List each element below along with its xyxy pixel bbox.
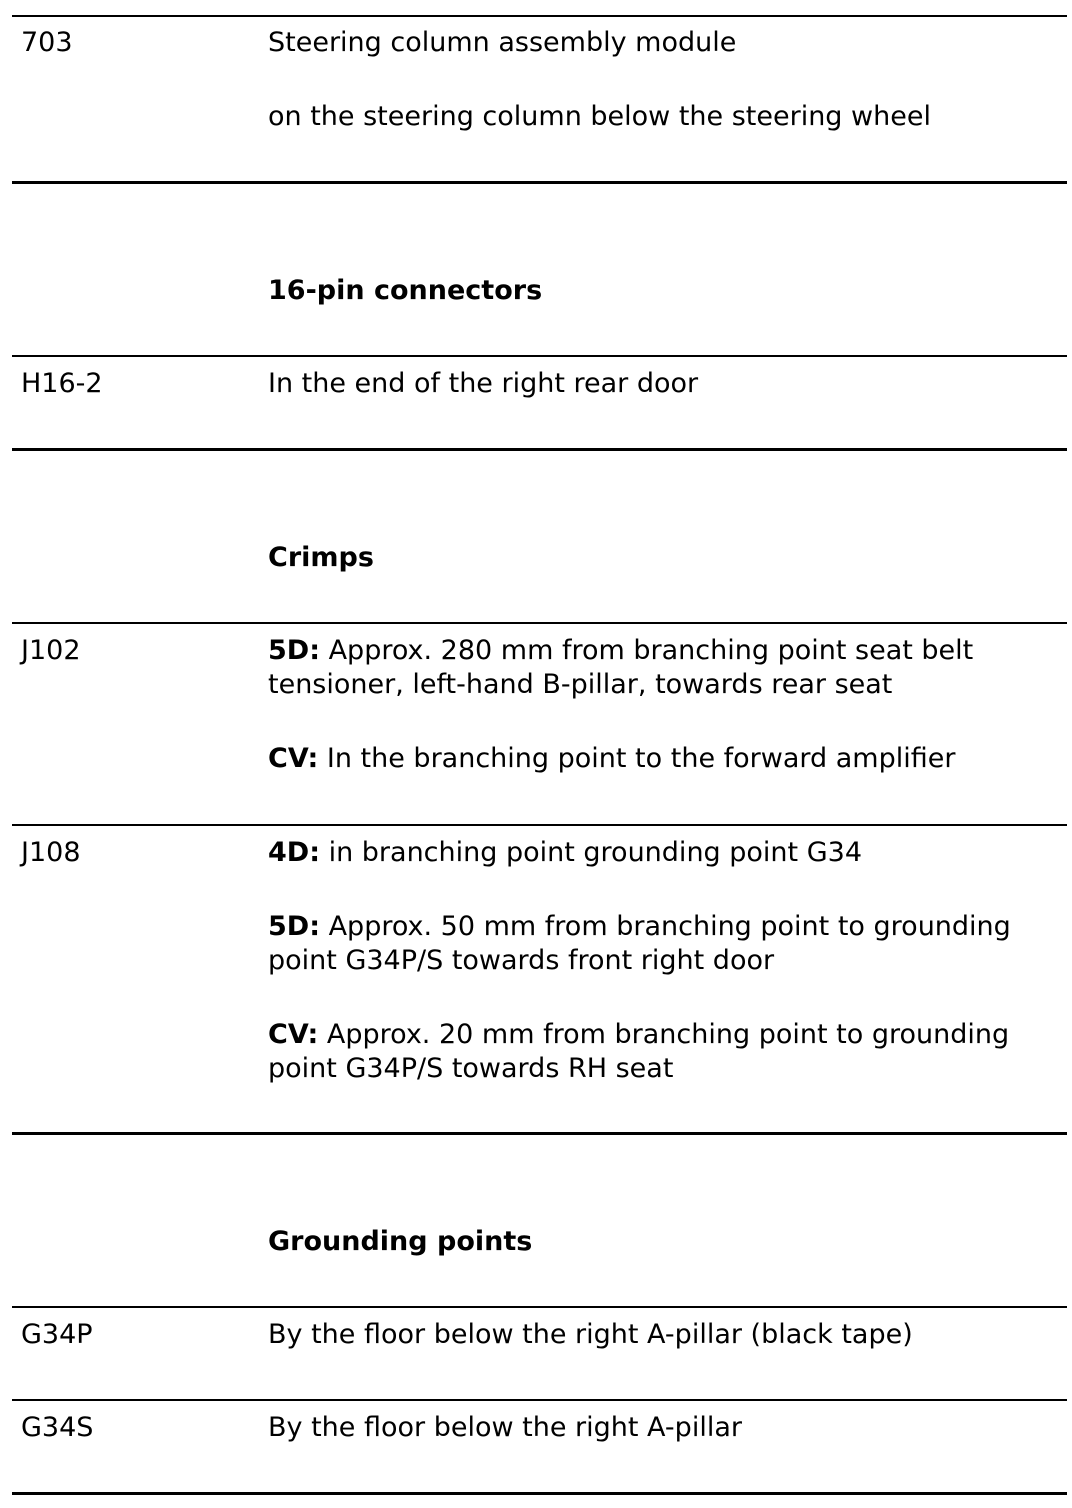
variant-label: CV:: [268, 743, 319, 774]
description-text: In the branching point to the forward amplifier: [318, 743, 956, 774]
component-code: J102: [21, 635, 81, 666]
variant-label: 4D:: [268, 837, 320, 868]
description-text: on the steering column below the steering wheel: [268, 101, 931, 132]
description-paragraph: [268, 1018, 1058, 1086]
table-divider: [12, 824, 1067, 826]
component-code: H16-2: [21, 368, 103, 399]
description-text: Approx. 50 mm from branching point to grounding point G34P/S towards front right door: [268, 911, 1011, 976]
component-description: [268, 1411, 1058, 1445]
component-description: [268, 836, 1058, 1086]
description-paragraph: [268, 26, 1058, 60]
component-description: [268, 1318, 1058, 1352]
table-divider: [12, 15, 1067, 17]
table-divider: [12, 355, 1067, 357]
table-divider: [12, 1306, 1067, 1308]
component-code: G34P: [21, 1319, 93, 1350]
table-divider: [12, 622, 1067, 624]
description-text: Steering column assembly module: [268, 27, 737, 58]
component-description: [268, 26, 1058, 134]
variant-label: 5D:: [268, 911, 320, 942]
table-divider-thick: [12, 181, 1067, 184]
table-divider-thick: [12, 1132, 1067, 1135]
component-code: G34S: [21, 1412, 94, 1443]
description-paragraph: [268, 1318, 1058, 1352]
description-paragraph: [268, 836, 1058, 870]
description-paragraph: [268, 100, 1058, 134]
component-description: [268, 634, 1058, 776]
description-text: Approx. 280 mm from branching point seat belt tensioner, left-hand B-pillar, towards rear seat: [268, 635, 974, 700]
description-paragraph: [268, 1411, 1058, 1445]
section-heading: 16-pin connectors: [268, 275, 543, 306]
component-description: [268, 367, 1058, 401]
table-divider: [12, 1399, 1067, 1401]
section-heading: Grounding points: [268, 1226, 533, 1257]
description-text: By the floor below the right A-pillar (black tape): [268, 1319, 913, 1350]
description-text: Approx. 20 mm from branching point to grounding point G34P/S towards RH seat: [268, 1019, 1010, 1084]
description-text: in branching point grounding point G34: [320, 837, 862, 868]
component-code: J108: [21, 837, 81, 868]
section-heading: Crimps: [268, 542, 374, 573]
table-divider-thick: [12, 448, 1067, 451]
description-paragraph: [268, 910, 1058, 978]
description-paragraph: [268, 367, 1058, 401]
description-text: By the floor below the right A-pillar: [268, 1412, 742, 1443]
description-paragraph: [268, 634, 1058, 702]
component-code: 703: [21, 27, 73, 58]
description-text: In the end of the right rear door: [268, 368, 699, 399]
variant-label: 5D:: [268, 635, 320, 666]
variant-label: CV:: [268, 1019, 319, 1050]
description-paragraph: [268, 742, 1058, 776]
table-divider-thick: [12, 1492, 1067, 1495]
